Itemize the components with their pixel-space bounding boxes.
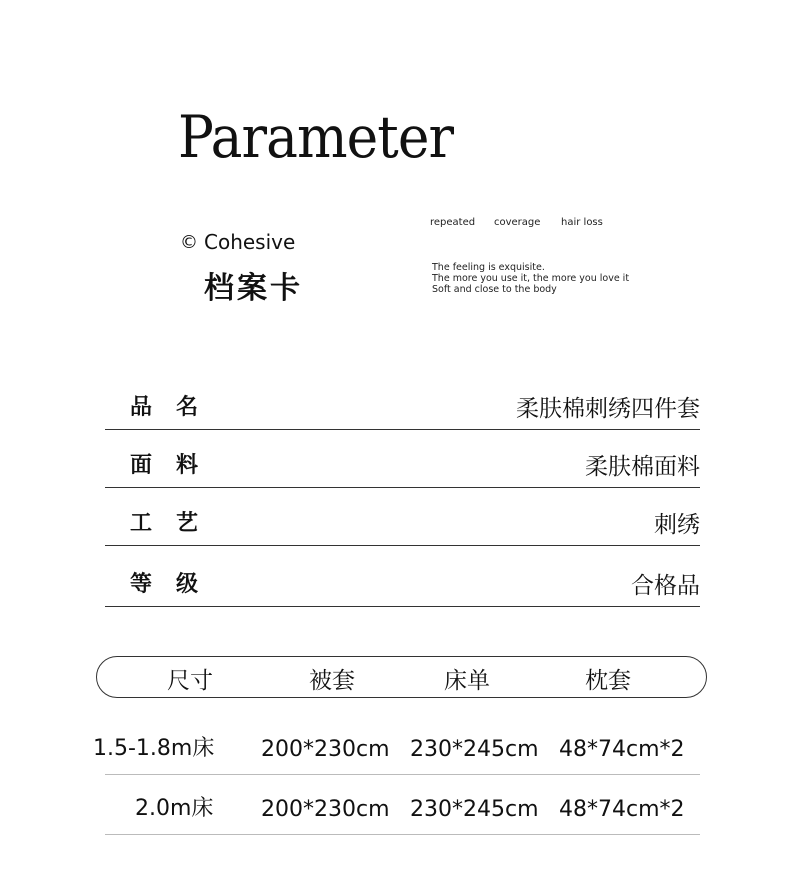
cell-sheet: 230*245cm xyxy=(410,797,539,822)
param-row-craft xyxy=(105,488,700,546)
brand-name: Cohesive xyxy=(204,230,296,254)
tagline-line: The feeling is exquisite. xyxy=(432,262,545,273)
parameter-table xyxy=(105,372,700,607)
size-table-header xyxy=(96,656,707,698)
column-header-duvet: 被套 xyxy=(309,668,355,694)
card-title: 档案卡 xyxy=(204,271,303,306)
brand-logo xyxy=(180,230,295,254)
param-value: 柔肤棉面料 xyxy=(585,454,700,480)
cell-sheet: 230*245cm xyxy=(410,737,539,762)
table-row xyxy=(105,774,700,835)
param-value: 合格品 xyxy=(631,573,700,599)
param-row-grade xyxy=(105,546,700,607)
tagline xyxy=(432,262,629,295)
cell-duvet: 200*230cm xyxy=(261,737,390,762)
tag-item: repeated xyxy=(430,217,476,228)
tag-item: hair loss xyxy=(561,217,603,228)
tagline-line: The more you use it, the more you love it xyxy=(432,273,630,284)
param-row-fabric xyxy=(105,430,700,488)
tag-list xyxy=(430,217,627,228)
cell-size: 2.0m床 xyxy=(135,796,214,821)
param-label: 等级 xyxy=(130,572,223,597)
param-value: 刺绣 xyxy=(654,512,700,538)
copyright-icon: © xyxy=(180,231,198,253)
cell-pillowcase: 48*74cm*2 xyxy=(559,737,685,762)
column-header-sheet: 床单 xyxy=(444,668,490,694)
column-header-size: 尺寸 xyxy=(167,668,213,694)
cell-pillowcase: 48*74cm*2 xyxy=(559,797,685,822)
column-header-pillowcase: 枕套 xyxy=(585,668,631,694)
tag-item: coverage xyxy=(494,217,541,228)
page-title: Parameter xyxy=(178,103,454,171)
param-value: 柔肤棉刺绣四件套 xyxy=(516,396,700,422)
cell-duvet: 200*230cm xyxy=(261,797,390,822)
param-label: 面料 xyxy=(130,453,223,478)
param-row-name xyxy=(105,372,700,430)
tagline-line: Soft and close to the body xyxy=(432,284,557,295)
param-label: 品名 xyxy=(130,395,223,420)
cell-size: 1.5-1.8m床 xyxy=(93,736,215,761)
table-row xyxy=(93,714,700,775)
param-label: 工艺 xyxy=(130,511,223,536)
